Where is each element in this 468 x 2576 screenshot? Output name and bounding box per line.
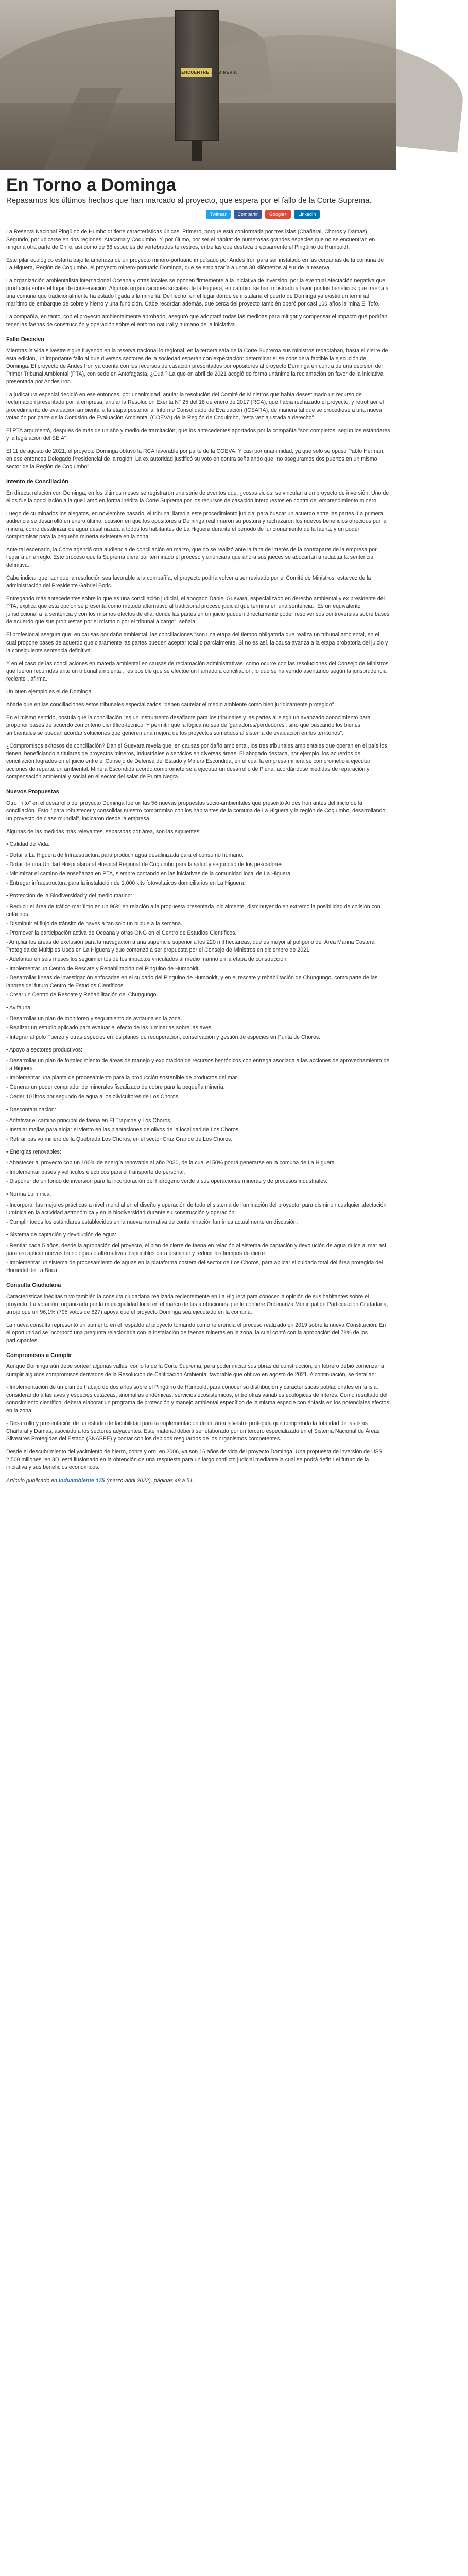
section-paragraph: - Desarrollo y presentación de un estudio de factibilidad para la implementación de un área silvestre protegida que comprenda la totalidad de las islas Chañaral y Damas, asociado a los sectores adyacentes. Este material deberá ser elaborado por un tercero especializado en el Sistema Nacional de Áreas Silvestres Protegidas del Estado (SNASPE) y contar con los debidos resguardos de los organismos competentes. — [6, 1420, 380, 1442]
proposal-item: - Disminuir el flujo de tránsito de naves a tan solo un buque a la semana. — [6, 920, 183, 927]
section-paragraph: Luego de culminados los alegatos, en noviembre pasado, el tribunal llamó a este procedimiento judicial para buscar un acuerdo entre las partes. La primera audiencia se desarrolló en enero último, ocasión en que los opositores a Dominga reafirmaron su postura y rechazaron los nuevos beneficios ofrecidos por la minera, como desalinizar de agua desalinizada a todos los habitantes de La Higuera durante el período de funcionamiento de la faena, y un poder compromisar para la pequeña minería existente en la zona. — [6, 511, 387, 540]
proposal-area: • Energías renovables: — [6, 1148, 61, 1155]
section-paragraph: El profesional asegura que, en causas por daño ambiental, las conciliaciones "son una etapa del tiempo obligatoria que realiza un tribunal ambiental, en el cual propone bases de acuerdo que claramente las partes pueden aceptar total o parcialmente. Si no es así, la causa avanza a la etapa probatoria del juicio y la consiguiente sentencia definitiva". — [6, 632, 388, 654]
proposal-item: - Cumplir todos los estándares establecidos en la nueva normativa de contaminación lumínica actualmente en discusión. — [6, 1218, 298, 1225]
section-heading: Compromisos a Cumplir — [6, 1352, 72, 1359]
proposal-list — [6, 1159, 390, 1185]
proposal-item: - Incorporar las mejores prácticas a nivel mundial en el diseño y operación de todo el sistema de iluminación del proyecto, para disminuir cualquier afectación lumínica en la actividad astronómica y en la biodiversidad durante su construcción y operación. — [6, 1201, 387, 1216]
proposal-item: - Implementar buses y vehículos eléctricos para el transporte de personal. — [6, 1168, 185, 1175]
proposal-item: - Adtativar el camino principal de faena en El Trapiche y Los Choros. — [6, 1117, 172, 1124]
facebook-share-button[interactable]: Compartir — [234, 210, 263, 219]
proposal-item: - Dotar a La Higuera de Infraestructura para producir agua desalinizada para el consumo humano. — [6, 852, 244, 858]
section-paragraph: Añade que en las conciliaciones estos tribunales especializados "deben cautelar el medio ambiente como bien jurídicamente protegido". — [6, 701, 336, 708]
proposal-item: - Abastecer al proyecto con un 100% de energía renovable al año 2030, de la cual el 50% podrá generarse en la comuna de La Higuera. — [6, 1159, 336, 1166]
footer-suffix: (marzo-abril 2022), páginas 48 a 51. — [106, 1477, 195, 1484]
section-paragraph: Entregando más antecedentes sobre lo que es una conciliación judicial, el abogado Daniel Guevara, especializado en derecho ambiental y ex presidente del PTA, explica que esta opción se presenta como método alternativo al tradicional proceso judicial que termina en una sentencia. "Es un equivalente jurisdiccional a la sentencia y con los mismos efectos de ella, donde las partes en un juicio pueden directamente poder resolver sus controversias sobre bases de acuerdo que sus propuestas por el mismo o por el tribunal a cargo", señala. — [6, 596, 390, 625]
proposal-item: - Desarrollar un plan de monitoreo y seguimiento de avifauna en la zona. — [6, 1015, 182, 1022]
section-paragraph: Ante tal escenario, la Corte agendó otra audiencia de conciliación en marzo, que no se realizó ante la falta de interés de la contraparte de la empresa por llegar a un arreglo. Este proceso que la Suprema diera por terminado el proceso y anunciara que ahora sus jueces se abocarían a redactar la sentencia definitiva. — [6, 547, 377, 569]
section-heading: Consulta Ciudadana — [6, 1282, 61, 1289]
section-paragraph: Mientras la vida silvestre sigue fluyendo en la reserva nacional lo regional, en la tercera sala de la Corte Suprema sus ministros redactaban, hasta el cierre de esta edición, un importante fallo al que diversos sectores de la sociedad esperan con expectación: determinar si se considera factible la ejecución de Dominga. El proyecto de Andes Iron ya cuenta con los recursos de casación presentados por opositores al proyecto Dominga en contra de una decisión del Primer Tribunal Ambiental (PTA), con sede en Antofagasta, ¿Cuál? La que en abril de 2021 acogió de forma unánime la reclamación en favor de la iniciativa presentada por Andes Iron. — [6, 347, 388, 385]
hero-image — [0, 0, 396, 170]
section-paragraph: El 11 de agosto de 2021, el proyecto Dominga obtuvo la RCA favorable por parte de la COEVA. Y casi por unanimidad, ya que solo se opuso Pablo Herman, en ese entonces Delegado Presidencial de la región. La ex autoridad justificó su voto en contra señalando que "no aseguramos dos puertos en un mismo sector de la Región de Coquimbo". — [6, 448, 385, 470]
proposal-item: - Instalar mallas para alojar el viento en las plantaciones de olivos de la localidad de Los Choros. — [6, 1126, 240, 1133]
section-paragraph: En el mismo sentido, postula que la conciliación "es un instrumento desafiante para los tribunales y las partes al elegir un avanzado conocimiento para proponer bases de acuerdo con criterio científico-técnico. Y permitir que la lógica no sea de 'ganadores/perdedores', sino que buscando los bienes ambientales se puedan acordar soluciones que generen una mejora de los proyectos sometidos al sistema de evaluación en los territorios". — [6, 714, 371, 736]
proposal-item: - Promover la participación activa de Oceana y otras ONG en el Centro de Estudios Científicos. — [6, 929, 237, 936]
section-paragraph: Y en el caso de las conciliaciones en materia ambiental en causas de reclamación administrativas, como ocurre con las resoluciones del Consejo de Ministros que fueron recurridas ante un tribunal ambiental, "es posible que se efectúe un llamado a conciliación, lo que se ha venido asentando según la jurisprudencia reciente", afirma. — [6, 660, 389, 682]
article-footer — [6, 1478, 390, 1484]
intro-paragraph: Este pilar ecológico estaría bajo la amenaza de un proyecto minero-portuario impulsado por Andes Iron para ser instalado en las cercanías de la comuna de La Higuera, Región de Coquimbo, el proyecto minero-portuario Dominga, que se emplazaría a unos 30 kilómetros al sur de la reserva. — [6, 257, 384, 272]
proposal-list — [6, 1242, 390, 1275]
proposal-item: - Minimizar el camino de enseñanza en PTA, siempre contando en las iniciativas de la comunidad local de La Higuera. — [6, 870, 292, 877]
sign-post — [192, 140, 202, 161]
section-paragraph: En directa relación con Dominga, en los últimos meses se registraron una serie de eventos que, ¿cosas vicios, se vinculan a un proyecto de inversión. Uno de ellos fue la conciliación a la que llamó en forma inédita la Corte Suprema por los recursos de casación interpuestos en contra del emprendimiento minero. — [6, 490, 389, 504]
footer-link[interactable]: Induambiente 175 — [58, 1477, 105, 1484]
article-subtitle: Repasamos los últimos hechos que han marcado al proyecto, que espera por el fallo de la Corte Suprema. — [6, 196, 372, 205]
proposal-item: - Implementar un Centro de Rescate y Rehabilitación del Pingüino de Humboldt. — [6, 965, 200, 972]
google-plus-share-button[interactable]: Google+ — [265, 210, 291, 219]
proposal-item: - Crear un Centro de Rescate y Rehabilitación del Chungungo. — [6, 992, 158, 998]
article-body — [6, 228, 390, 1471]
proposal-item: - Implementar una planta de procesamiento para la producción sostenible de productos del mar. — [6, 1075, 238, 1081]
proposal-item: - Dotar de una Unidad Hospitalaria al Hospital Regional de Coquimbo para la salud y seguridad de los pescadores. — [6, 861, 284, 868]
intro-paragraph: La compañía, en tanto, con el proyecto ambientalmente aprobado, aseguró que adoptará todas las medidas para mitigar y compensar el impacto que podrían tener las faenas de construcción y operación sobre el entorno natural y humano de la iniciativa. — [6, 314, 388, 328]
proposal-item: - Ceder 10 litros por segundo de agua a los olivicultores de Los Choros. — [6, 1093, 180, 1100]
proposal-item: - Retirar pasivo minero de la Quebrada Los Choros, en el sector Cruz Grande de Los Choros. — [6, 1136, 233, 1142]
proposal-list — [6, 1201, 390, 1226]
proposal-list — [6, 1057, 390, 1100]
proposal-area: • Apoyo a sectores productivos: — [6, 1047, 82, 1054]
proposal-item: - Generar un poder comprador de minerales fiscalizado de cobre para la pequeña minería. — [6, 1084, 225, 1091]
section-paragraph: Un buen ejemplo es el de Dominga. — [6, 688, 93, 695]
section-heading: Nuevos Propuestas — [6, 788, 59, 795]
proposal-list — [6, 903, 390, 999]
intro-paragraph: La organización ambientalista internacional Oceana y otras locales se oponen firmemente a la iniciativa de inversión, por la eventual afectación negativa que produciría sobre el lugar de conservación. Algunas organizaciones sociales de la Higuera, en cambio, se han mostrado a favor por los beneficios que traería a una comuna que tradicionalmente ha estado ligada a la minería. De hecho, en el lugar donde se instalaría el puerto de Dominga ya existió un terminal marítimo de embarque de cobre y hierro y una fundición. Cabe recordar, además, que cerca del proyecto también operó por casi 100 años la mina El Tofo. — [6, 278, 389, 308]
sign-plate: ENCUENTRE TU MINERIA — [181, 68, 212, 77]
proposal-area: • Sistema de captación y devolución de agua: — [6, 1231, 116, 1238]
share-bar — [206, 210, 390, 219]
monument-sign — [175, 10, 237, 141]
section-paragraph: El PTA argumentó, después de más de un año y medio de tramitación, que los antecedentes aportados por la compañía "son completos, según los estándares y la legislación del SEIA". — [6, 428, 390, 442]
proposal-area: • Descontaminación: — [6, 1106, 56, 1113]
section-paragraph: Algunas de las medidas más relevantes, separadas por área, son las siguientes: — [6, 828, 201, 835]
proposal-item: - Realizar un estudio aplicado para evaluar el efecto de las luminarias sobre las aves. — [6, 1025, 213, 1031]
proposal-list — [6, 852, 390, 887]
proposal-item: - Desarrollar líneas de investigación enfocadas en el cuidado del Pingüino de Humboldt, y en el rescate y rehabilitación de Chungungo, como parte de las labores del futuro Centro de Estudios Científicos. — [6, 975, 378, 989]
section-heading: Intento de Conciliación — [6, 479, 69, 485]
proposal-area: • Norma Lumínica: — [6, 1191, 51, 1197]
footer-prefix: Artículo publicado en — [6, 1477, 57, 1484]
proposal-list — [6, 1015, 390, 1041]
intro-paragraph: La Reserva Nacional Pingüino de Humboldt tiene características únicas. Primero, porque está conformada por tres islas (Chañaral, Choros y Damas). Segundo, por ubicarse en dos regiones: Atacama y Coquimbo. Y, por último, por ser el hábitat de numerosas grandes especies que no se encuentran en ninguna otra parte de Chile, así como de 68 especies de vertebrados terrestres, entre las que destaca precisamente el Pingüino de Humboldt. — [6, 229, 375, 251]
proposal-area: • Protección de la Biodiversidad y del medio marino: — [6, 892, 132, 899]
section-paragraph: Aunque Dominga aún debe sortear algunas vallas, como la de la Corte Suprema, para poder iniciar sus obras de construcción, en febrero debió comenzar a cumplir algunos compromisos derivados de la Resolución de Calificación Ambiental favorable que obtuvo en agosto de 2021. A continuación, se detallan: — [6, 1363, 384, 1378]
proposal-item: - Entregar infraestructura para la instalación de 1.000 kits fotovoltaicos domiciliarios en La Higuera. — [6, 879, 246, 886]
proposal-item: - Integrar al polo Fuerzo y otras especies en los planes de recuperación, conservación y gestión de especies en Punta de Choros. — [6, 1034, 321, 1041]
section-paragraph: La nueva consulta representó un aumento en el respaldo al proyecto tomando como referencia el proceso realizado en 2019 sobre la nueva Constitución. En el oportunidad se incorporó una pregunta relacionada con la instalación de faenas mineras en la zona, la cual contó con la aprobación del 78% de los participantes. — [6, 1321, 386, 1344]
proposal-area: • Calidad de Vida: — [6, 841, 50, 848]
proposal-list — [6, 1117, 390, 1143]
proposal-item: - Disponer de un fondo de inversión para la incorporación del hidrógeno verde a sus operaciones mineras y de procesos industriales. — [6, 1178, 328, 1184]
proposal-item: - Desarrollar un plan de fortalecimiento de áreas de manejo y explotación de recursos bentónicos con entrega asociada a las acciones de aprovechamiento de La Higuera. — [6, 1058, 390, 1072]
section-paragraph: Características inéditas tuvo también la consulta ciudadana realizada recientemente en La Higuera para conocer la opinión de sus habitantes sobre el proyecto. La votación, organizada por la municipalidad local en el marco de las atribuciones que le confiere Ordenanza Municipal de Participación Ciudadana, arrojó que un 96,1% (795 votos de 827) apoya que el proyecto Dominga sea ejecutado en la comuna. — [6, 1293, 388, 1315]
section-paragraph: ¿Compromisos exitosos de conciliación? Daniel Guevara revela que, en causas por daño ambiental, los tres tribunales ambientales que operan en el país los tienen, beneficiando a titulares de proyectos mineros, industriales o servicios en diversas áreas. El abogado destaca, por ejemplo, los acuerdos de conciliación logrados en el juicio entre el Consejo de Defensa del Estado y Minera Escondida, en el cual la empresa minera se comprometió a ejecutar acciones de reparación ambiental: Minera Escondida acordó comprometerse a ejecutar un desarrollo de Plena, acordándose medidas de reparación y compensación ambiental y social en el sector del salar de Punta Negra. — [6, 742, 387, 780]
proposal-item: - Reducir el área de tráfico marítimo en un 96% en relación a la propuesta presentada inicialmente, disminuyendo en extremo la posibilidad de colisión con cetáceos. — [6, 903, 380, 918]
linkedin-share-button[interactable]: LinkedIn — [294, 210, 320, 219]
article-title: En Torno a Dominga — [6, 175, 176, 195]
section-paragraph: Otro "hito" en el desarrollo del proyecto Dominga fueron las 56 nuevas propuestas socio-ambientales que presentó Andes Iron antes del inicio de la conciliación. Esto, "para robustecer y consolidar nuestro compromiso con los habitantes de la comuna de La Higuera y la región de Coquimbo, desarrollando un proyecto de clase mundial", indicaron desde la empresa. — [6, 800, 386, 822]
proposal-item: - Implementar un sistema de procesamiento de aguas en la plataforma costera del sector de Los Choros, para aplicar el cuidado total del área protegida del Humedal de La Boca. — [6, 1260, 383, 1274]
proposal-item: - Rentiar cada 5 años, desde la aprobación del proyecto, el plan de cierre de faena en relación al sistema de captación y devolución de agua dulce al mar así, para así aplicar nuevas tecnologías o alternativas disponibles para disminuir y reducir los tiempos de cierre. — [6, 1242, 388, 1257]
section-heading: Fallo Decisivo — [6, 336, 44, 343]
section-paragraph: Desde el descubrimiento del yacimiento de hierro, cobre y oro, en 2006, ya son 16 años de vida del proyecto Dominga. Una propuesta de inversión de US$ 2.500 millones, en 3D, está ilusionado en la obtención de una respuesta para un largo conflicto judicial mediante la cual se podrá definir el futuro de la iniciativa y sus beneficios económicos. — [6, 1448, 382, 1470]
proposal-area: • Avifauna: — [6, 1005, 32, 1011]
section-paragraph: - Implementación de un plan de trabajo de dos años sobre el Pingüino de Humboldt para conocer su distribución y características poblacionales en la isla, considerando a las aves y especies cetáceas, anomalías endémicas, servicios ecosistémicos, entre otras variables ecológicas de interés. Como resultado del conocimiento científico, deberá elaborar un programa de protección y manejo ambiental específico de la misma especie con énfasis en los potenciales efectos en la zona. — [6, 1384, 389, 1414]
section-paragraph: La judicatura especial decidió en ese entonces, por unanimidad, anular la resolución del Comité de Ministros que había desestimado un recurso de reclamación presentado por la empresa: anular la Resolución Exenta N° 25 del 18 de enero de 2017 (RCA), que había rechazado el proyecto; y retrotraer el procedimiento de evaluación ambiental a la etapa posterior al Informe Consolidado de Evaluación (ICSARA), de manera tal que se procediese a una nueva votación por parte de la Comisión de Evaluación Ambiental (COEVA) de la Región de Coquimbo, "esta vez ajustada a derecho". — [6, 392, 384, 421]
proposal-item: - Adelantar en seis meses los seguimientos de los impactos vinculados al medio marino en la etapa de construcción. — [6, 956, 288, 963]
twitter-share-button[interactable]: Twittear — [206, 210, 231, 219]
section-paragraph: Cabe indicar que, aunque la resolución sea favorable a la compañía, el proyecto podría volver a ser revisado por el Comité de Ministros, esta vez de la administración del Presidente Gabriel Boric. — [6, 575, 371, 589]
proposal-item: - Ampliar los areas de exclusión para la navegación a una superficie superior a los 220 mil hectáreas, que es mayor al polígono del Área Marina Costera Protegida de Múltiples Usos en La Higuera y que comenzó a ser propuesta por el Consejo de Ministros en diciembre de 2021. — [6, 939, 375, 954]
